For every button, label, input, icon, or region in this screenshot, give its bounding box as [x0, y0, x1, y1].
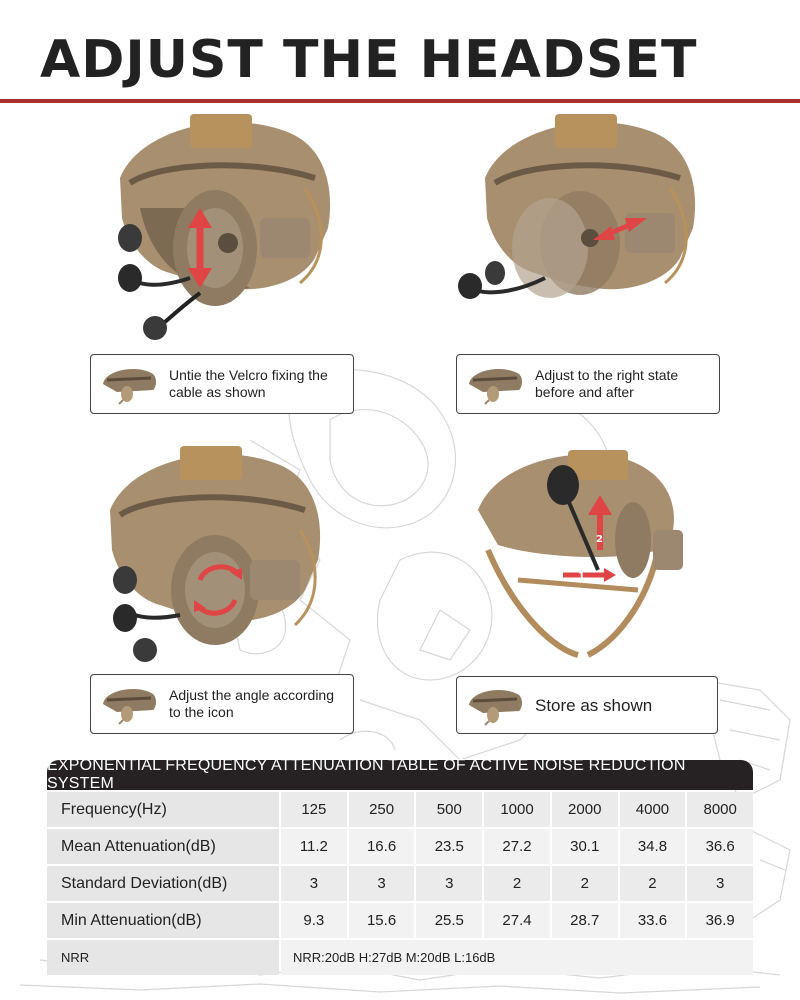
- helmet-illustration-step-4: [478, 450, 683, 655]
- attenuation-table: [47, 757, 753, 975]
- step-1-caption-text: Untie the Velcro fixing the cable as shown: [169, 367, 328, 400]
- row-label: Min Attenuation(dB): [47, 903, 279, 938]
- table-cell: 36.6: [687, 829, 753, 864]
- table-row-nrr: [47, 940, 753, 975]
- table-row: [47, 792, 753, 827]
- table-cell: 9.3: [281, 903, 347, 938]
- table-row: [47, 866, 753, 901]
- step-3-caption-text: Adjust the angle according to the icon: [169, 687, 334, 720]
- table-cell: 23.5: [416, 829, 482, 864]
- table-cell: 36.9: [687, 903, 753, 938]
- step-1-caption: [90, 354, 354, 414]
- table-cell: 11.2: [281, 829, 347, 864]
- table-cell: 250: [349, 792, 415, 827]
- table-cell: 27.4: [484, 903, 550, 938]
- table-cell: 34.8: [620, 829, 686, 864]
- title-divider: [0, 99, 800, 103]
- table-cell: 125: [281, 792, 347, 827]
- table-cell: 3: [687, 866, 753, 901]
- table-cell: 3: [281, 866, 347, 901]
- row-label: Mean Attenuation(dB): [47, 829, 279, 864]
- helmet-thumbnail-icon: [463, 683, 527, 727]
- page-title: ADJUST THE HEADSET: [40, 30, 698, 90]
- table-cell: 2: [620, 866, 686, 901]
- table-cell: 2000: [552, 792, 618, 827]
- step-2-caption: [456, 354, 720, 414]
- table-cell: 15.6: [349, 903, 415, 938]
- table-cell: 4000: [620, 792, 686, 827]
- helmet-illustration-step-2: [458, 114, 695, 299]
- helmet-thumbnail-icon: [97, 362, 161, 406]
- table-body: [47, 792, 753, 938]
- helmet-thumbnail-icon: [463, 362, 527, 406]
- step-2-caption-text: Adjust to the right state before and after: [535, 367, 679, 400]
- row-label: Standard Deviation(dB): [47, 866, 279, 901]
- table-cell: 500: [416, 792, 482, 827]
- table-cell: 27.2: [484, 829, 550, 864]
- helmet-illustration-step-1: [100, 108, 340, 348]
- step-3-caption: [90, 674, 354, 734]
- arrow-number-2: 2: [596, 534, 603, 545]
- table-row: [47, 829, 753, 864]
- table-row: [47, 903, 753, 938]
- table-cell: 25.5: [416, 903, 482, 938]
- row-label: NRR: [47, 940, 279, 975]
- table-cell: 16.6: [349, 829, 415, 864]
- table-header: EXPONENTIAL FREQUENCY ATTENUATION TABLE OF ACTIVE NOISE REDUCTION SYSTEM: [47, 760, 753, 790]
- table-cell: 33.6: [620, 903, 686, 938]
- row-label: Frequency(Hz): [47, 792, 279, 827]
- table-cell: 2: [484, 866, 550, 901]
- helmet-thumbnail-icon: [97, 682, 161, 726]
- step-4-caption-text: Store as shown: [535, 695, 653, 715]
- table-cell: 30.1: [552, 829, 618, 864]
- table-cell: 3: [349, 866, 415, 901]
- nrr-value: NRR:20dB H:27dB M:20dB L:16dB: [281, 940, 753, 975]
- table-cell: 1000: [484, 792, 550, 827]
- step-4-caption: [456, 676, 718, 734]
- table-cell: 3: [416, 866, 482, 901]
- arrow-number-1: 1: [578, 571, 585, 582]
- table-cell: 2: [552, 866, 618, 901]
- helmet-illustration-step-3: [100, 440, 330, 670]
- table-cell: 8000: [687, 792, 753, 827]
- table-cell: 28.7: [552, 903, 618, 938]
